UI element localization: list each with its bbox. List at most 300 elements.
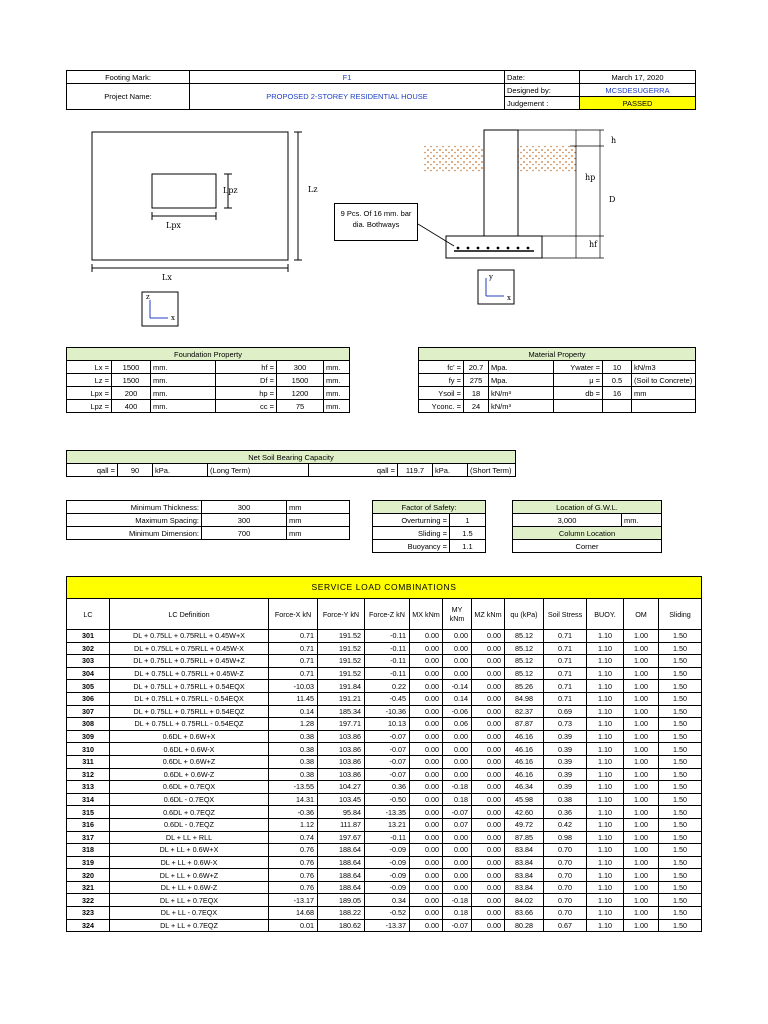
value-cell: 0.70 bbox=[544, 844, 587, 857]
value-cell: 1.50 bbox=[659, 831, 702, 844]
table-row: qall = 90 kPa. (Long Term) qall = 119.7 kPa. (Short Term) bbox=[67, 464, 516, 477]
material-table bbox=[418, 347, 696, 413]
value-cell: 1.10 bbox=[587, 831, 624, 844]
value-cell: 1.10 bbox=[587, 907, 624, 920]
value-cell: 0.71 bbox=[544, 667, 587, 680]
lc-cell: 317 bbox=[67, 831, 110, 844]
value-cell: 0.00 bbox=[472, 881, 505, 894]
safety-table bbox=[372, 500, 486, 553]
table-row: Lx = 1500 mm. hf = 300 mm. bbox=[67, 361, 350, 374]
value-cell: 0.00 bbox=[472, 831, 505, 844]
value-cell: 0.39 bbox=[544, 781, 587, 794]
value-cell: -0.11 bbox=[365, 630, 410, 643]
label-lpz: Lpz bbox=[223, 186, 238, 195]
value-cell: 111.87 bbox=[318, 818, 365, 831]
project-name-value: PROPOSED 2-STOREY RESIDENTIAL HOUSE bbox=[190, 84, 505, 110]
value-cell: 0.71 bbox=[269, 667, 318, 680]
lc-cell: 307 bbox=[67, 705, 110, 718]
value-cell: 0.00 bbox=[472, 869, 505, 882]
lc-cell: 324 bbox=[67, 919, 110, 932]
value-cell: 0.18 bbox=[443, 907, 472, 920]
value-cell: 0.38 bbox=[269, 730, 318, 743]
column-header: Sliding bbox=[659, 599, 702, 630]
value-cell: 0.00 bbox=[472, 856, 505, 869]
label-lz: Lz bbox=[308, 185, 318, 194]
value-cell: 0.00 bbox=[410, 793, 443, 806]
value-cell: 1.00 bbox=[624, 655, 659, 668]
value-cell: -0.11 bbox=[365, 642, 410, 655]
value-cell: 191.52 bbox=[318, 667, 365, 680]
column-header: Force-Z kN bbox=[365, 599, 410, 630]
lc-definition-cell: DL + LL - 0.7EQX bbox=[110, 907, 269, 920]
label-h: h bbox=[611, 136, 617, 145]
table-row bbox=[67, 692, 702, 705]
lc-cell: 302 bbox=[67, 642, 110, 655]
value-cell: 188.22 bbox=[318, 907, 365, 920]
value-cell: 0.76 bbox=[269, 881, 318, 894]
table-row: fc' = 20.7 Mpa. Ywater = 10 kN/m3 bbox=[419, 361, 696, 374]
value-cell: 0.00 bbox=[443, 831, 472, 844]
value-cell: 188.64 bbox=[318, 869, 365, 882]
value-cell: 1.10 bbox=[587, 642, 624, 655]
value-cell: 0.00 bbox=[472, 680, 505, 693]
value-cell: 1.00 bbox=[624, 818, 659, 831]
value-cell: 0.00 bbox=[472, 692, 505, 705]
foundation-table bbox=[66, 347, 350, 413]
value-cell: 83.84 bbox=[505, 856, 544, 869]
value-cell: 1.10 bbox=[587, 667, 624, 680]
value-cell: 1.00 bbox=[624, 680, 659, 693]
table-row bbox=[67, 881, 702, 894]
table-row bbox=[67, 894, 702, 907]
value-cell: 1.50 bbox=[659, 781, 702, 794]
value-cell: 103.86 bbox=[318, 755, 365, 768]
value-cell: 0.00 bbox=[410, 743, 443, 756]
table-row: Sliding = 1.5 bbox=[373, 527, 486, 540]
lc-cell: 322 bbox=[67, 894, 110, 907]
value-cell: 0.00 bbox=[410, 856, 443, 869]
table-row bbox=[67, 844, 702, 857]
value-cell: 1.10 bbox=[587, 869, 624, 882]
value-cell: 191.52 bbox=[318, 642, 365, 655]
lc-definition-cell: 0.6DL - 0.7EQZ bbox=[110, 818, 269, 831]
judgement-label: Judgement : bbox=[505, 97, 580, 110]
value-cell: 46.16 bbox=[505, 730, 544, 743]
value-cell: 0.00 bbox=[472, 818, 505, 831]
value-cell: 0.00 bbox=[472, 907, 505, 920]
value-cell: 1.50 bbox=[659, 692, 702, 705]
value-cell: 0.00 bbox=[472, 781, 505, 794]
value-cell: 103.86 bbox=[318, 743, 365, 756]
value-cell: -0.52 bbox=[365, 907, 410, 920]
table-row: Maximum Spacing: 300 mm bbox=[67, 514, 350, 527]
lc-definition-cell: DL + 0.75LL + 0.75RLL + 0.54EQZ bbox=[110, 705, 269, 718]
safety-title: Factor of Safety: bbox=[373, 501, 486, 514]
value-cell: 0.00 bbox=[443, 869, 472, 882]
table-row bbox=[67, 781, 702, 794]
value-cell: 0.39 bbox=[544, 730, 587, 743]
lc-definition-cell: DL + 0.75LL + 0.75RLL - 0.54EQX bbox=[110, 692, 269, 705]
value-cell: 0.70 bbox=[544, 894, 587, 907]
value-cell: 0.00 bbox=[472, 755, 505, 768]
lc-definition-cell: DL + 0.75LL + 0.75RLL + 0.54EQX bbox=[110, 680, 269, 693]
lc-cell: 311 bbox=[67, 755, 110, 768]
value-cell: 1.10 bbox=[587, 705, 624, 718]
value-cell: 188.64 bbox=[318, 856, 365, 869]
judgement-value: PASSED bbox=[580, 97, 696, 110]
column-location-value: Corner bbox=[513, 540, 662, 553]
value-cell: 0.42 bbox=[544, 818, 587, 831]
lc-definition-cell: 0.6DL + 0.7EQZ bbox=[110, 806, 269, 819]
value-cell: 14.31 bbox=[269, 793, 318, 806]
table-row bbox=[67, 655, 702, 668]
value-cell: 1.50 bbox=[659, 869, 702, 882]
value-cell: 87.85 bbox=[505, 831, 544, 844]
value-cell: -0.09 bbox=[365, 844, 410, 857]
lc-definition-cell: DL + LL + 0.6W+Z bbox=[110, 869, 269, 882]
value-cell: 0.67 bbox=[544, 919, 587, 932]
value-cell: 1.00 bbox=[624, 919, 659, 932]
value-cell: 1.50 bbox=[659, 705, 702, 718]
value-cell: 1.00 bbox=[624, 831, 659, 844]
value-cell: 0.00 bbox=[443, 768, 472, 781]
lc-definition-cell: DL + LL + 0.6W-Z bbox=[110, 881, 269, 894]
value-cell: 1.50 bbox=[659, 755, 702, 768]
table-row: Ysoil = 18 kN/m³ db = 16 mm bbox=[419, 387, 696, 400]
value-cell: 83.66 bbox=[505, 907, 544, 920]
value-cell: 1.10 bbox=[587, 718, 624, 731]
value-cell: 0.00 bbox=[472, 919, 505, 932]
lc-cell: 303 bbox=[67, 655, 110, 668]
value-cell: 0.71 bbox=[269, 630, 318, 643]
value-cell: -0.50 bbox=[365, 793, 410, 806]
value-cell: 0.71 bbox=[269, 642, 318, 655]
value-cell: 1.00 bbox=[624, 844, 659, 857]
value-cell: -0.36 bbox=[269, 806, 318, 819]
value-cell: 1.00 bbox=[624, 642, 659, 655]
table-row bbox=[67, 630, 702, 643]
value-cell: 0.00 bbox=[410, 680, 443, 693]
value-cell: 0.00 bbox=[443, 655, 472, 668]
value-cell: 0.00 bbox=[472, 718, 505, 731]
value-cell: 0.71 bbox=[544, 630, 587, 643]
value-cell: 10.13 bbox=[365, 718, 410, 731]
value-cell: 1.10 bbox=[587, 655, 624, 668]
label-hf: hf bbox=[589, 240, 598, 249]
table-row: Minimum Thickness: 300 mm bbox=[67, 501, 350, 514]
lc-cell: 316 bbox=[67, 818, 110, 831]
value-cell: 0.00 bbox=[472, 655, 505, 668]
value-cell: 185.34 bbox=[318, 705, 365, 718]
value-cell: 0.39 bbox=[544, 768, 587, 781]
value-cell: 1.00 bbox=[624, 755, 659, 768]
value-cell: 0.00 bbox=[443, 755, 472, 768]
value-cell: 0.00 bbox=[443, 630, 472, 643]
lc-cell: 318 bbox=[67, 844, 110, 857]
column-header: Soil Stress bbox=[544, 599, 587, 630]
value-cell: 191.84 bbox=[318, 680, 365, 693]
value-cell: 1.10 bbox=[587, 743, 624, 756]
value-cell: 83.84 bbox=[505, 869, 544, 882]
value-cell: 0.07 bbox=[443, 818, 472, 831]
value-cell: 1.00 bbox=[624, 730, 659, 743]
value-cell: 0.39 bbox=[544, 743, 587, 756]
value-cell: 189.05 bbox=[318, 894, 365, 907]
value-cell: 0.74 bbox=[269, 831, 318, 844]
value-cell: 87.87 bbox=[505, 718, 544, 731]
value-cell: -0.11 bbox=[365, 667, 410, 680]
table-row: fy = 275 Mpa. μ = 0.5 (Soil to Concrete) bbox=[419, 374, 696, 387]
value-cell: 1.50 bbox=[659, 768, 702, 781]
lc-definition-cell: DL + LL + 0.6W+X bbox=[110, 844, 269, 857]
foundation-title: Foundation Property bbox=[67, 348, 350, 361]
lc-definition-cell: DL + 0.75LL + 0.75RLL + 0.45W+Z bbox=[110, 655, 269, 668]
value-cell: 0.00 bbox=[410, 831, 443, 844]
label-hp: hp bbox=[585, 173, 596, 182]
value-cell: 0.00 bbox=[443, 856, 472, 869]
value-cell: 0.70 bbox=[544, 881, 587, 894]
value-cell: 84.02 bbox=[505, 894, 544, 907]
value-cell: 0.71 bbox=[544, 692, 587, 705]
designed-by-label: Designed by: bbox=[505, 84, 580, 97]
value-cell: 0.71 bbox=[269, 655, 318, 668]
value-cell: 46.16 bbox=[505, 768, 544, 781]
value-cell: 1.00 bbox=[624, 743, 659, 756]
table-row bbox=[67, 730, 702, 743]
section-diagram bbox=[420, 124, 630, 314]
value-cell: 1.00 bbox=[624, 806, 659, 819]
value-cell: 103.45 bbox=[318, 793, 365, 806]
value-cell: 85.12 bbox=[505, 655, 544, 668]
lc-cell: 312 bbox=[67, 768, 110, 781]
value-cell: 1.50 bbox=[659, 793, 702, 806]
table-row bbox=[67, 755, 702, 768]
column-header: MX kNm bbox=[410, 599, 443, 630]
value-cell: 0.00 bbox=[443, 642, 472, 655]
lc-definition-cell: 0.6DL + 0.6W+Z bbox=[110, 755, 269, 768]
value-cell: 0.00 bbox=[410, 755, 443, 768]
value-cell: 0.38 bbox=[269, 743, 318, 756]
value-cell: 0.00 bbox=[472, 894, 505, 907]
value-cell: -10.36 bbox=[365, 705, 410, 718]
value-cell: 0.38 bbox=[269, 755, 318, 768]
table-row bbox=[67, 667, 702, 680]
bearing-title: Net Soil Bearing Capacity bbox=[67, 451, 516, 464]
value-cell: 1.00 bbox=[624, 793, 659, 806]
plan-axis-z: z bbox=[146, 293, 150, 301]
lc-cell: 308 bbox=[67, 718, 110, 731]
value-cell: 103.86 bbox=[318, 730, 365, 743]
value-cell: 85.26 bbox=[505, 680, 544, 693]
value-cell: 0.00 bbox=[443, 743, 472, 756]
lc-definition-cell: DL + 0.75LL + 0.75RLL + 0.45W-X bbox=[110, 642, 269, 655]
table-row bbox=[67, 680, 702, 693]
value-cell: 1.00 bbox=[624, 718, 659, 731]
value-cell: 0.00 bbox=[410, 781, 443, 794]
value-cell: 191.52 bbox=[318, 655, 365, 668]
lc-cell: 310 bbox=[67, 743, 110, 756]
soil-left bbox=[424, 146, 484, 172]
column-header: LC bbox=[67, 599, 110, 630]
footing-mark-value: F1 bbox=[190, 71, 505, 84]
value-cell: 1.00 bbox=[624, 692, 659, 705]
value-cell: 0.00 bbox=[410, 869, 443, 882]
value-cell: 1.10 bbox=[587, 881, 624, 894]
value-cell: 1.00 bbox=[624, 768, 659, 781]
value-cell: -0.45 bbox=[365, 692, 410, 705]
value-cell: -13.37 bbox=[365, 919, 410, 932]
value-cell: 1.00 bbox=[624, 856, 659, 869]
value-cell: 0.69 bbox=[544, 705, 587, 718]
value-cell: 1.00 bbox=[624, 894, 659, 907]
value-cell: 1.10 bbox=[587, 806, 624, 819]
value-cell: 0.38 bbox=[544, 793, 587, 806]
value-cell: -0.07 bbox=[365, 768, 410, 781]
value-cell: -0.11 bbox=[365, 831, 410, 844]
lc-definition-cell: 0.6DL - 0.7EQX bbox=[110, 793, 269, 806]
plan-diagram bbox=[80, 120, 320, 330]
value-cell: 1.10 bbox=[587, 768, 624, 781]
value-cell: 82.37 bbox=[505, 705, 544, 718]
value-cell: 0.76 bbox=[269, 856, 318, 869]
value-cell: 0.00 bbox=[410, 630, 443, 643]
lc-definition-cell: 0.6DL + 0.6W-Z bbox=[110, 768, 269, 781]
value-cell: -13.35 bbox=[365, 806, 410, 819]
table-row bbox=[67, 768, 702, 781]
value-cell: 0.00 bbox=[472, 630, 505, 643]
value-cell: 84.98 bbox=[505, 692, 544, 705]
lc-definition-cell: 0.6DL + 0.6W+X bbox=[110, 730, 269, 743]
value-cell: -0.07 bbox=[365, 755, 410, 768]
value-cell: 0.00 bbox=[410, 768, 443, 781]
value-cell: 0.14 bbox=[443, 692, 472, 705]
value-cell: -0.18 bbox=[443, 894, 472, 907]
value-cell: 0.00 bbox=[410, 667, 443, 680]
column-location-title: Column Location bbox=[513, 527, 662, 540]
value-cell: 104.27 bbox=[318, 781, 365, 794]
value-cell: 1.10 bbox=[587, 755, 624, 768]
value-cell: 1.50 bbox=[659, 730, 702, 743]
value-cell: 1.50 bbox=[659, 919, 702, 932]
value-cell: 0.70 bbox=[544, 869, 587, 882]
footing-outline bbox=[92, 132, 288, 260]
value-cell: 1.00 bbox=[624, 705, 659, 718]
table-row: Lz = 1500 mm. Df = 1500 mm. bbox=[67, 374, 350, 387]
column-header: MY kNm bbox=[443, 599, 472, 630]
value-cell: 0.00 bbox=[410, 642, 443, 655]
value-cell: 85.12 bbox=[505, 642, 544, 655]
value-cell: 0.00 bbox=[410, 818, 443, 831]
table-row bbox=[67, 919, 702, 932]
value-cell: 1.00 bbox=[624, 630, 659, 643]
value-cell: 45.98 bbox=[505, 793, 544, 806]
project-name-label: Project Name: bbox=[67, 84, 190, 110]
value-cell: -0.14 bbox=[443, 680, 472, 693]
table-row: Lpx = 200 mm. hp = 1200 mm. bbox=[67, 387, 350, 400]
lc-definition-cell: DL + LL + RLL bbox=[110, 831, 269, 844]
value-cell: 1.10 bbox=[587, 781, 624, 794]
value-cell: -0.07 bbox=[443, 806, 472, 819]
value-cell: -0.06 bbox=[443, 705, 472, 718]
gwl-title: Location of G.W.L. bbox=[513, 501, 662, 514]
lc-cell: 306 bbox=[67, 692, 110, 705]
lc-cell: 301 bbox=[67, 630, 110, 643]
service-table bbox=[66, 598, 702, 932]
material-title: Material Property bbox=[419, 348, 696, 361]
footing-mark-label: Footing Mark: bbox=[67, 71, 190, 84]
value-cell: 1.50 bbox=[659, 667, 702, 680]
table-row bbox=[67, 793, 702, 806]
value-cell: 0.00 bbox=[410, 692, 443, 705]
value-cell: 1.50 bbox=[659, 743, 702, 756]
value-cell: 1.10 bbox=[587, 919, 624, 932]
value-cell: 11.45 bbox=[269, 692, 318, 705]
column-header: BUOY. bbox=[587, 599, 624, 630]
lc-definition-cell: DL + LL + 0.6W-X bbox=[110, 856, 269, 869]
lc-cell: 309 bbox=[67, 730, 110, 743]
lc-definition-cell: 0.6DL + 0.7EQX bbox=[110, 781, 269, 794]
table-row bbox=[67, 856, 702, 869]
value-cell: 1.10 bbox=[587, 894, 624, 907]
value-cell: 46.16 bbox=[505, 755, 544, 768]
value-cell: 0.00 bbox=[472, 705, 505, 718]
pedestal-section bbox=[484, 130, 518, 236]
value-cell: 1.50 bbox=[659, 818, 702, 831]
value-cell: 0.00 bbox=[410, 881, 443, 894]
date-value: March 17, 2020 bbox=[580, 71, 696, 84]
table-row bbox=[67, 642, 702, 655]
table-row bbox=[67, 705, 702, 718]
table-row bbox=[67, 907, 702, 920]
table-row bbox=[67, 743, 702, 756]
value-cell: 0.34 bbox=[365, 894, 410, 907]
value-cell: -0.07 bbox=[365, 730, 410, 743]
lc-cell: 305 bbox=[67, 680, 110, 693]
value-cell: 0.71 bbox=[544, 655, 587, 668]
table-row bbox=[67, 818, 702, 831]
gwl-table bbox=[512, 500, 662, 553]
value-cell: 0.00 bbox=[410, 907, 443, 920]
value-cell: 188.64 bbox=[318, 881, 365, 894]
value-cell: -10.03 bbox=[269, 680, 318, 693]
value-cell: -0.18 bbox=[443, 781, 472, 794]
value-cell: 1.50 bbox=[659, 907, 702, 920]
value-cell: 0.39 bbox=[544, 755, 587, 768]
value-cell: 0.06 bbox=[443, 718, 472, 731]
value-cell: 1.00 bbox=[624, 907, 659, 920]
lc-cell: 323 bbox=[67, 907, 110, 920]
value-cell: 1.50 bbox=[659, 894, 702, 907]
header-table bbox=[66, 70, 696, 110]
value-cell: 0.00 bbox=[410, 919, 443, 932]
designed-by-value: MCSDESUGERRA bbox=[580, 84, 696, 97]
column-header: MZ kNm bbox=[472, 599, 505, 630]
lc-cell: 320 bbox=[67, 869, 110, 882]
value-cell: 0.00 bbox=[410, 655, 443, 668]
value-cell: 49.72 bbox=[505, 818, 544, 831]
plan-axis-x: x bbox=[171, 314, 175, 322]
value-cell: -0.09 bbox=[365, 856, 410, 869]
label-lx: Lx bbox=[162, 273, 172, 282]
lc-cell: 314 bbox=[67, 793, 110, 806]
value-cell: 1.10 bbox=[587, 844, 624, 857]
value-cell: 180.62 bbox=[318, 919, 365, 932]
lc-definition-cell: DL + 0.75LL + 0.75RLL + 0.45W-Z bbox=[110, 667, 269, 680]
value-cell: 103.86 bbox=[318, 768, 365, 781]
value-cell: 0.00 bbox=[410, 806, 443, 819]
column-header: Force-Y kN bbox=[318, 599, 365, 630]
value-cell: -0.09 bbox=[365, 881, 410, 894]
